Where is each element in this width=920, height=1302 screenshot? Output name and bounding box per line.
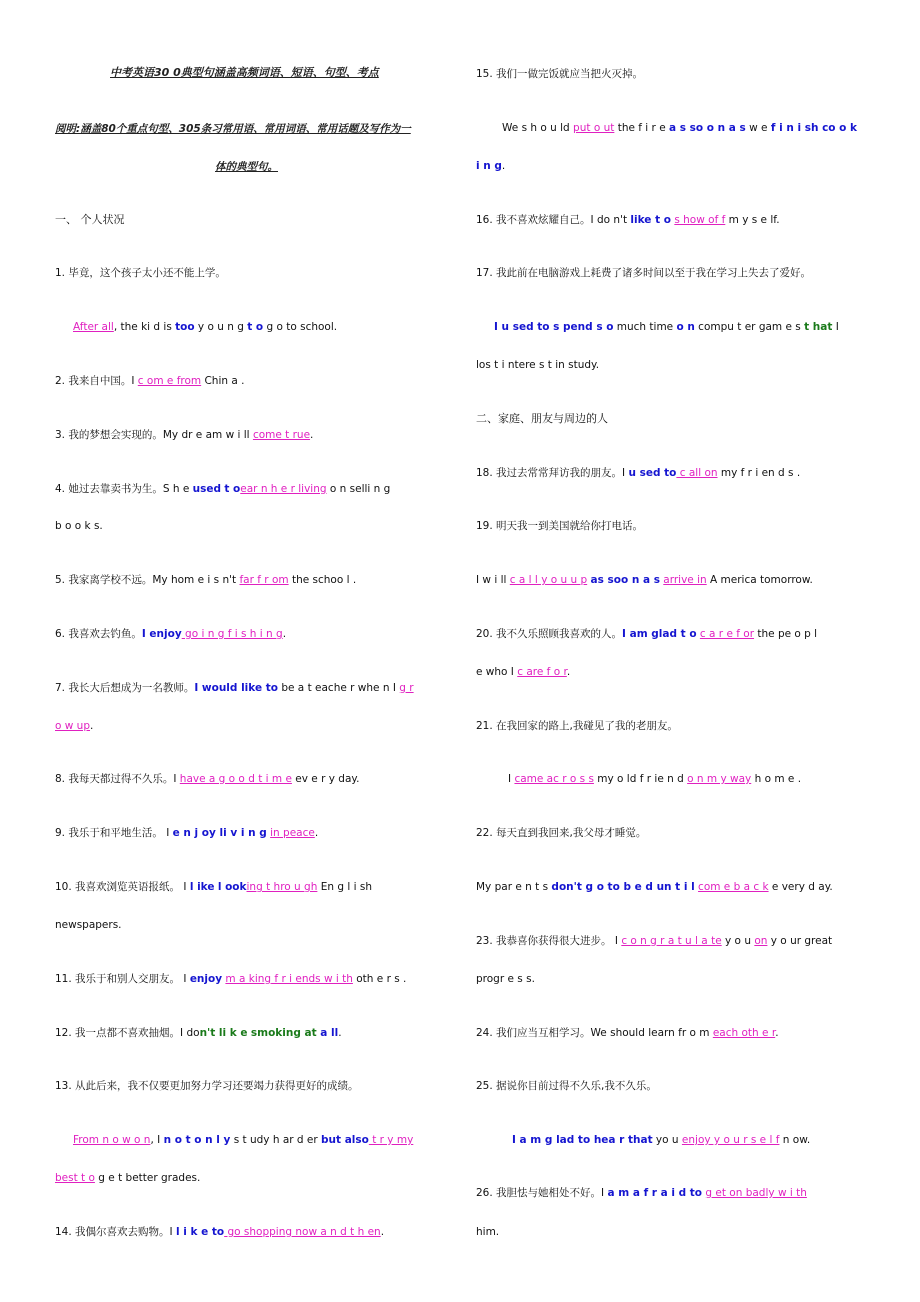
item-23: 23. 我恭喜你获得很大进步。 I c o n g r a t u l a te y o u on y o ur great: [476, 935, 833, 947]
item-24: 24. 我们应当互相学习。We should learn fr o m each oth e r.: [476, 1027, 779, 1039]
item-4-cont: b o o k s.: [55, 520, 103, 532]
item-25-zh: 25. 据说你目前过得不久乐,我不久乐。: [476, 1080, 657, 1092]
item-19-en: I w i ll c a l l y o u u p as soo n a s arrive in A merica tomorrow.: [476, 574, 813, 586]
intro-line-1: 阅明:涵盖80个重点句型、305条习常用语、常用词语、常用话题及写作为一: [55, 123, 411, 135]
item-15-cont: i n g.: [476, 160, 506, 172]
item-13-cont: best t o g e t better grades.: [55, 1172, 201, 1184]
item-17-cont: los t i ntere s t in study.: [476, 359, 600, 371]
item-12: 12. 我一点都不喜欢抽烟。I don't li k e smoking at a ll.: [55, 1027, 342, 1039]
item-7: 7. 我长大后想成为一名教师。I would like to be a t eache r whe n I g r: [55, 682, 414, 694]
item-7-cont: o w up.: [55, 720, 94, 732]
item-9: 9. 我乐于和平地生活。 I e n j oy li v i n g in peace.: [55, 827, 319, 839]
item-23-cont: progr e s s.: [476, 973, 535, 985]
item-20-cont: e who I c are f o r.: [476, 666, 571, 678]
intro-line-2: 体的典型句。: [215, 161, 278, 173]
item-22-zh: 22. 每天直到我回来,我父母才睡觉。: [476, 827, 647, 839]
item-18: 18. 我过去常常拜访我的朋友。I u sed to c all on my f r i en d s .: [476, 467, 801, 479]
item-8: 8. 我每天都过得不久乐。I have a g o o d t i m e ev e r y day.: [55, 773, 360, 785]
item-21-zh: 21. 在我回家的路上,我碰见了我的老朋友。: [476, 720, 678, 732]
item-6: 6. 我喜欢去钓鱼。I enjoy go i n g f i s h i n g.: [55, 628, 287, 640]
item-13-zh: 13. 从此后来，我不仅要更加努力学习还要竭力获得更好的成绩。: [55, 1080, 359, 1092]
item-4: 4. 她过去靠卖书为生。S h e used t oear n h e r living o n selli n g: [55, 483, 391, 495]
item-26: 26. 我胆怯与她相处不好。I a m a f r a i d to g et on badly w i th: [476, 1187, 807, 1199]
item-10: 10. 我喜欢浏览英语报纸。 I l ike l ooking t hro u gh En g l i sh: [55, 881, 372, 893]
item-22-en: My par e n t s don't g o to b e d un t i l com e b a c k e very d ay.: [476, 881, 833, 893]
item-2: 2. 我来自中国。I c om e from Chin a .: [55, 375, 245, 387]
item-19-zh: 19. 明天我一到美国就给你打电话。: [476, 520, 644, 532]
item-26-cont: him.: [476, 1226, 500, 1238]
item-10-cont: newspapers.: [55, 919, 122, 931]
item-17-en: I u sed to s pend s o much time o n compu t er gam e s t hat I: [494, 321, 839, 333]
item-5: 5. 我家离学校不远。My hom e i s n't far f r om the schoo l .: [55, 574, 357, 586]
item-11: 11. 我乐于和别人交朋友。 I enjoy m a king f r i ends w i th oth e r s .: [55, 973, 407, 985]
item-20: 20. 我不久乐照顾我喜欢的人。I am glad t o c a r e f or the pe o p l: [476, 628, 818, 640]
item-15-zh: 15. 我们一做完饭就应当把火灭掉。: [476, 68, 644, 80]
section-heading-1: 一、 个人状况: [55, 213, 125, 226]
item-1-zh: 1. 毕竟，这个孩子太小还不能上学。: [55, 267, 226, 279]
document-title: 中考英语30 0典型句涵盖高频词语、短语、句型、考点: [110, 66, 379, 79]
item-21-en: I came ac r o s s my o ld f r ie n d o n m y way h o m e .: [508, 773, 802, 785]
item-16: 16. 我不喜欢炫耀自己。I do n't like t o s how of f m y s e lf.: [476, 214, 780, 226]
item-14: 14. 我偶尔喜欢去购物。I l i k e to go shopping now a n d t h en.: [55, 1226, 385, 1238]
item-17-zh: 17. 我此前在电脑游戏上耗费了诸多时间以至于我在学习上失去了爱好。: [476, 267, 812, 279]
section-heading-2: 二、家庭、朋友与周边的人: [476, 412, 608, 425]
item-13-en: From n o w o n, I n o t o n l y s t udy h ar d er but also t r y my: [73, 1134, 414, 1146]
item-15-en: We s h o u ld put o ut the f i r e a s so o n a s w e f i n i sh co o k: [502, 122, 858, 134]
item-1-en: After all, the ki d is too y o u n g t o g o to school.: [73, 321, 338, 333]
item-3: 3. 我的梦想会实现的。My dr e am w i ll come t rue.: [55, 429, 314, 441]
item-25-en: I a m g lad to hea r that yo u enjoy y o u r s e l f n ow.: [512, 1134, 811, 1146]
